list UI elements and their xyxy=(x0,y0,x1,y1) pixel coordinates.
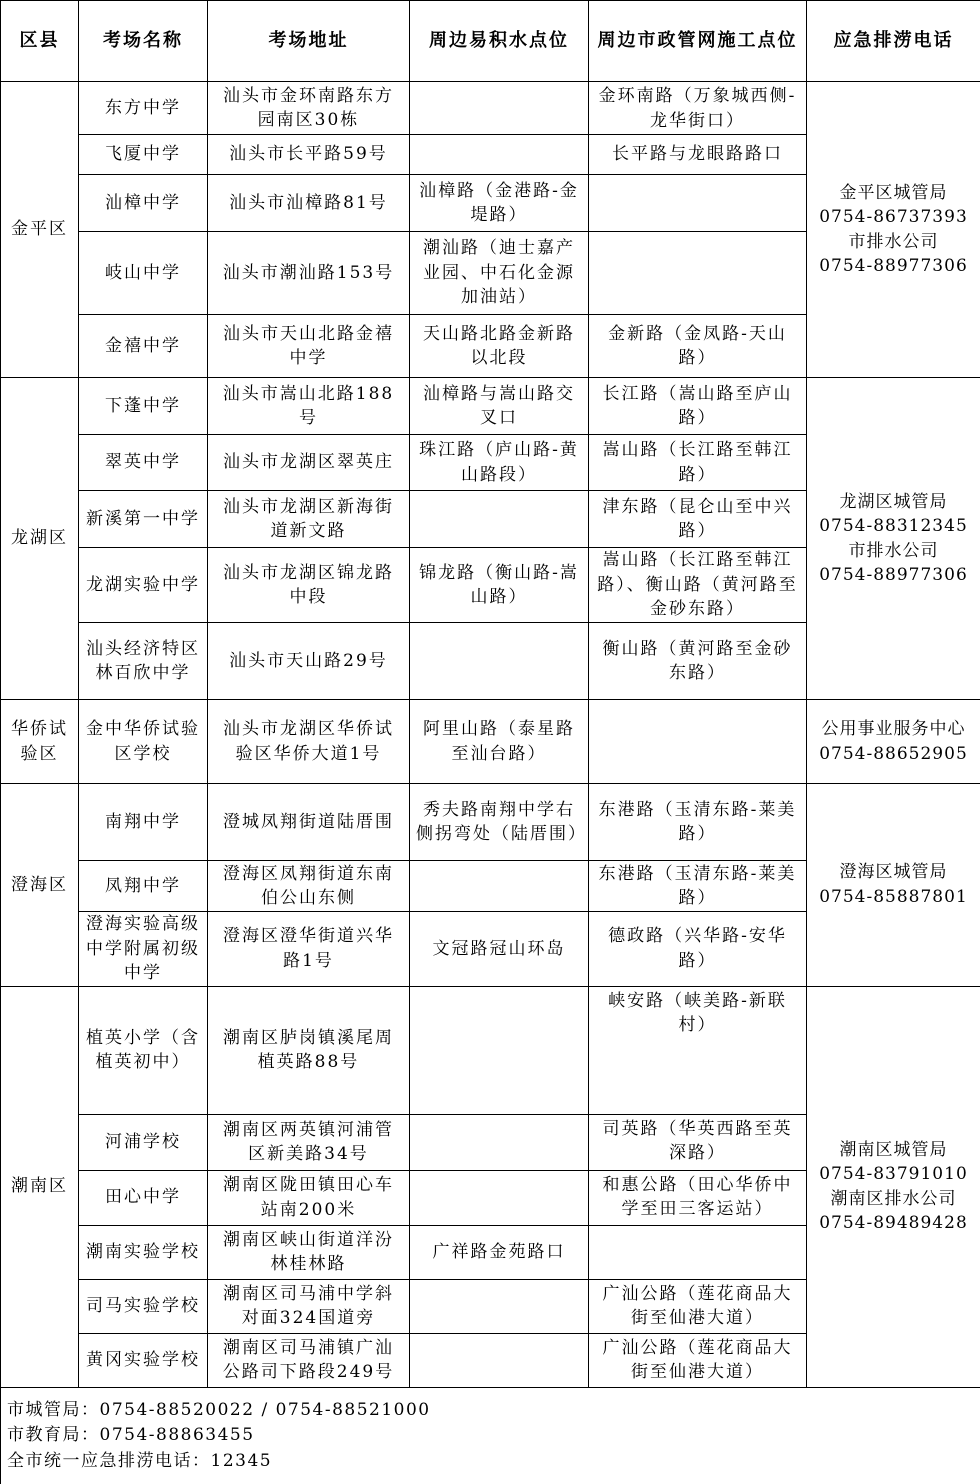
exam-site-address: 汕头市天山北路金禧中学 xyxy=(208,315,410,378)
flood-point: 文冠路冠山环岛 xyxy=(410,912,589,987)
flood-point: 秀夫路南翔中学右侧拐弯处（陆厝围） xyxy=(410,784,589,861)
construction-point xyxy=(589,1225,807,1279)
flood-point xyxy=(410,1170,589,1225)
exam-site-name: 新溪第一中学 xyxy=(79,491,208,548)
exam-site-address: 潮南区胪岗镇溪尾周植英路88号 xyxy=(208,986,410,1114)
construction-point: 和惠公路（田心华侨中学至田三客运站） xyxy=(589,1170,807,1225)
flood-point: 阿里山路（泰星路至汕台路） xyxy=(410,700,589,784)
flood-point xyxy=(410,861,589,912)
phone-line: 0754-88977306 xyxy=(813,254,974,279)
table-row xyxy=(1,378,980,435)
emergency-phone-cell xyxy=(807,784,980,987)
flood-point: 潮汕路（迪士嘉产业园、中石化金源加油站） xyxy=(410,232,589,315)
exam-site-address: 汕头市金环南路东方园南区30栋 xyxy=(208,82,410,135)
district-cell: 澄海区 xyxy=(1,784,79,987)
exam-site-name: 汕樟中学 xyxy=(79,175,208,232)
exam-site-name: 飞厦中学 xyxy=(79,135,208,175)
flood-point xyxy=(410,986,589,1114)
exam-site-address: 潮南区峡山街道洋汾林桂林路 xyxy=(208,1225,410,1279)
emergency-phone-cell xyxy=(807,82,980,378)
flood-point xyxy=(410,491,589,548)
phone-line: 龙湖区城管局 xyxy=(813,490,974,515)
header-flood-points: 周边易积水点位 xyxy=(410,1,589,82)
construction-point: 峡安路（峡美路-新联村） xyxy=(589,986,807,1114)
construction-point: 司英路（华英西路至英深路） xyxy=(589,1114,807,1170)
exam-site-address: 澄海区凤翔街道东南伯公山东侧 xyxy=(208,861,410,912)
phone-line: 0754-86737393 xyxy=(813,205,974,230)
exam-site-name: 金禧中学 xyxy=(79,315,208,378)
phone-line: 0754-88312345 xyxy=(813,514,974,539)
district-cell: 金平区 xyxy=(1,82,79,378)
exam-site-name: 植英小学（含植英初中） xyxy=(79,986,208,1114)
construction-point: 衡山路（黄河路至金砂东路） xyxy=(589,623,807,700)
phone-line: 0754-88652905 xyxy=(813,742,974,767)
construction-point: 东港路（玉清东路-莱美路） xyxy=(589,784,807,861)
footer-line: 市城管局：0754-88520022 / 0754-88521000 xyxy=(7,1398,974,1424)
flood-point xyxy=(410,135,589,175)
exam-site-name: 东方中学 xyxy=(79,82,208,135)
exam-site-address: 汕头市长平路59号 xyxy=(208,135,410,175)
construction-point: 金环南路（万象城西侧-龙华街口） xyxy=(589,82,807,135)
exam-site-address: 汕头市龙湖区新海街道新文路 xyxy=(208,491,410,548)
emergency-phone-cell xyxy=(807,700,980,784)
table-row xyxy=(1,82,980,135)
phone-line: 0754-88977306 xyxy=(813,563,974,588)
exam-site-name: 澄海实验高级中学附属初级中学 xyxy=(79,912,208,987)
exam-site-name: 翠英中学 xyxy=(79,435,208,491)
exam-site-name: 南翔中学 xyxy=(79,784,208,861)
header-construction-points: 周边市政管网施工点位 xyxy=(589,1,807,82)
exam-site-address: 汕头市龙湖区华侨试验区华侨大道1号 xyxy=(208,700,410,784)
exam-site-name: 河浦学校 xyxy=(79,1114,208,1170)
exam-site-address: 汕头市龙湖区锦龙路中段 xyxy=(208,548,410,623)
exam-site-name: 司马实验学校 xyxy=(79,1279,208,1333)
exam-site-address: 潮南区陇田镇田心车站南200米 xyxy=(208,1170,410,1225)
table-row xyxy=(1,700,980,784)
table-row xyxy=(1,986,980,1114)
header-address: 考场地址 xyxy=(208,1,410,82)
exam-site-address: 潮南区司马浦镇广汕公路司下路段249号 xyxy=(208,1333,410,1387)
exam-site-address: 汕头市汕樟路81号 xyxy=(208,175,410,232)
header-row xyxy=(1,1,980,82)
emergency-phone-cell xyxy=(807,986,980,1387)
flood-point: 汕樟路（金港路-金堤路） xyxy=(410,175,589,232)
emergency-phone-cell xyxy=(807,378,980,700)
flood-point: 天山路北路金新路以北段 xyxy=(410,315,589,378)
phone-line: 0754-85887801 xyxy=(813,885,974,910)
exam-site-address: 汕头市嵩山北路188号 xyxy=(208,378,410,435)
flood-point xyxy=(410,1333,589,1387)
header-district: 区县 xyxy=(1,1,79,82)
footer-contacts xyxy=(1,1387,980,1484)
construction-point: 金新路（金凤路-天山路） xyxy=(589,315,807,378)
footer-notes xyxy=(1,1387,980,1484)
flood-point xyxy=(410,82,589,135)
phone-line: 金平区城管局 xyxy=(813,181,974,206)
exam-site-name: 金中华侨试验区学校 xyxy=(79,700,208,784)
footer-line: 全市统一应急排涝电话：12345 xyxy=(7,1449,974,1475)
exam-site-address: 汕头市潮汕路153号 xyxy=(208,232,410,315)
district-cell: 华侨试验区 xyxy=(1,700,79,784)
flood-point xyxy=(410,1114,589,1170)
phone-line: 澄海区城管局 xyxy=(813,860,974,885)
exam-site-name: 下蓬中学 xyxy=(79,378,208,435)
phone-line: 潮南区城管局 xyxy=(813,1138,974,1163)
construction-point: 德政路（兴华路-安华路） xyxy=(589,912,807,987)
exam-site-address: 澄城凤翔街道陆厝围 xyxy=(208,784,410,861)
phone-line: 市排水公司 xyxy=(813,230,974,255)
phone-line: 公用事业服务中心 xyxy=(813,717,974,742)
construction-point: 长江路（嵩山路至庐山路） xyxy=(589,378,807,435)
exam-site-name: 田心中学 xyxy=(79,1170,208,1225)
exam-site-name: 汕头经济特区林百欣中学 xyxy=(79,623,208,700)
exam-site-address: 汕头市天山路29号 xyxy=(208,623,410,700)
exam-site-name: 黄冈实验学校 xyxy=(79,1333,208,1387)
construction-point: 嵩山路（长江路至韩江路） xyxy=(589,435,807,491)
construction-point: 长平路与龙眼路路口 xyxy=(589,135,807,175)
construction-point: 广汕公路（莲花商品大街至仙港大道） xyxy=(589,1333,807,1387)
table-row xyxy=(1,784,980,861)
exam-site-name: 潮南实验学校 xyxy=(79,1225,208,1279)
flood-point xyxy=(410,1279,589,1333)
exam-site-name: 岐山中学 xyxy=(79,232,208,315)
exam-site-address: 澄海区澄华街道兴华路1号 xyxy=(208,912,410,987)
exam-site-address: 潮南区两英镇河浦管区新美路34号 xyxy=(208,1114,410,1170)
construction-point: 嵩山路（长江路至韩江路）、衡山路（黄河路至金砂东路） xyxy=(589,548,807,623)
construction-point: 东港路（玉清东路-莱美路） xyxy=(589,861,807,912)
construction-point xyxy=(589,232,807,315)
table-body xyxy=(1,82,980,1388)
header-exam-site: 考场名称 xyxy=(79,1,208,82)
flood-point: 汕樟路与嵩山路交叉口 xyxy=(410,378,589,435)
phone-line: 0754-89489428 xyxy=(813,1211,974,1236)
flood-point xyxy=(410,623,589,700)
district-cell: 潮南区 xyxy=(1,986,79,1387)
phone-line: 潮南区排水公司 xyxy=(813,1187,974,1212)
flood-point: 珠江路（庐山路-黄山路段） xyxy=(410,435,589,491)
exam-site-name: 龙湖实验中学 xyxy=(79,548,208,623)
exam-site-address: 汕头市龙湖区翠英庄 xyxy=(208,435,410,491)
flood-point: 广祥路金苑路口 xyxy=(410,1225,589,1279)
construction-point: 广汕公路（莲花商品大街至仙港大道） xyxy=(589,1279,807,1333)
phone-line: 市排水公司 xyxy=(813,539,974,564)
construction-point xyxy=(589,175,807,232)
construction-point xyxy=(589,700,807,784)
exam-site-address: 潮南区司马浦中学斜对面324国道旁 xyxy=(208,1279,410,1333)
district-cell: 龙湖区 xyxy=(1,378,79,700)
construction-point: 津东路（昆仑山至中兴路） xyxy=(589,491,807,548)
exam-site-name: 凤翔中学 xyxy=(79,861,208,912)
footer-line: 市教育局：0754-88863455 xyxy=(7,1423,974,1449)
header-emergency-phone: 应急排涝电话 xyxy=(807,1,980,82)
phone-line: 0754-83791010 xyxy=(813,1162,974,1187)
flood-point: 锦龙路（衡山路-嵩山路） xyxy=(410,548,589,623)
